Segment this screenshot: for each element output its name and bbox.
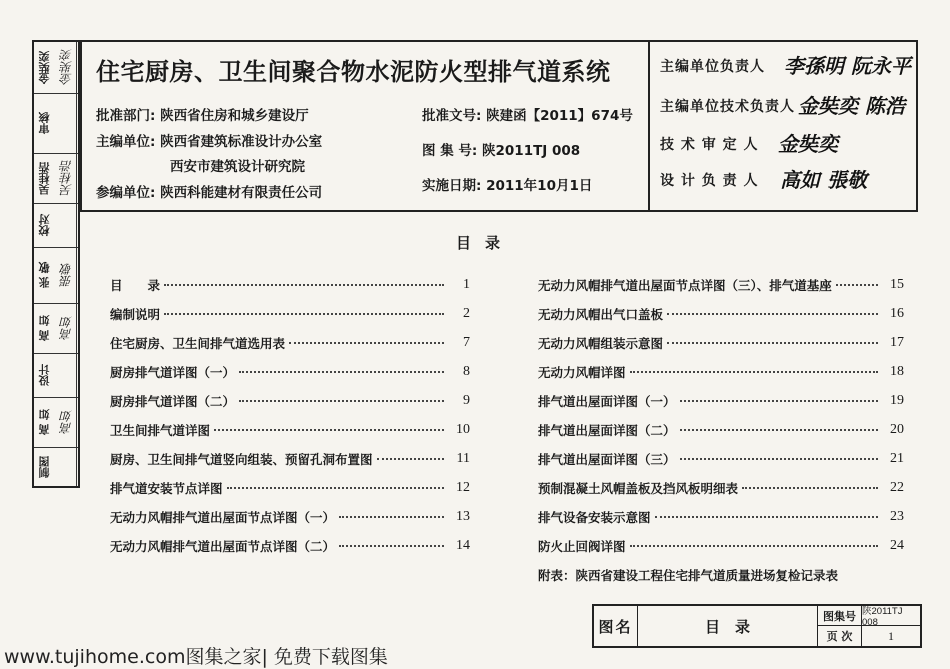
toc-leader: [239, 371, 444, 373]
signoff-signature: [56, 204, 77, 247]
toc-leader: [214, 429, 444, 431]
signoff-label: 审核: [38, 112, 51, 135]
participant-unit: [96, 181, 322, 201]
approval-number-label: 批准文号:: [422, 108, 482, 124]
toc-entry[interactable]: [110, 386, 470, 415]
toc-leader: [164, 313, 444, 315]
toc-entry[interactable]: [110, 502, 470, 531]
toc-entry-page: 23: [890, 508, 904, 524]
toc-entry-page: 12: [456, 479, 470, 495]
toc-entry[interactable]: [538, 502, 904, 531]
toc-entry[interactable]: [538, 328, 904, 357]
toc-entry-page: 16: [890, 305, 904, 321]
signoff-label: 张 敬: [38, 262, 51, 289]
toc-entry[interactable]: [110, 357, 470, 386]
effective-date: [422, 174, 592, 194]
effective-date-value: 2011年10月1日: [486, 178, 593, 194]
toc-entry[interactable]: [538, 531, 904, 560]
signoff-label: 校对: [38, 214, 51, 237]
toc-entry-title: 无动力风帽排气道出屋面节点详图（二）: [110, 538, 336, 554]
signoff-signature: 吴桂浩: [56, 154, 77, 203]
signoff-label: 高 如: [38, 315, 51, 342]
chief-unit-label: 主编单位:: [96, 134, 156, 150]
toc-entry-page: 21: [890, 450, 904, 466]
signoff-label: 金奘奕: [38, 51, 51, 84]
signatories: [648, 42, 916, 210]
participant-label: 参编单位:: [96, 185, 156, 201]
atlas-number: [422, 139, 580, 159]
toc-entry-page: 11: [456, 450, 470, 466]
toc-entry-title: 无动力风帽出气口盖板: [538, 306, 664, 322]
signatory-role: 主编单位技术负责人: [660, 99, 795, 115]
toc-left-column: [110, 270, 470, 560]
toc-entry-page: 18: [890, 363, 904, 379]
toc-leader: [680, 429, 878, 431]
document-title: 住宅厨房、卫生间聚合物水泥防火型排气道系统: [96, 58, 611, 86]
signoff-signature: [56, 94, 77, 153]
toc-entry[interactable]: [110, 444, 470, 473]
toc-entry-title: 预制混凝土风帽盖板及挡风板明细表: [538, 480, 739, 496]
toc-entry-page: 9: [463, 392, 470, 408]
toc-leader: [680, 400, 878, 402]
toc-leader: [630, 545, 878, 547]
toc-entry-page: 10: [456, 421, 470, 437]
toc-leader: [339, 545, 444, 547]
cover-header: [80, 40, 918, 212]
toc-entry-title: 无动力风帽排气道出屋面节点详图（三）、排气道基座: [538, 277, 832, 293]
toc-entry[interactable]: [110, 473, 470, 502]
toc-entry-title: 住宅厨房、卫生间排气道选用表: [110, 335, 286, 351]
signoff-signature: [56, 448, 77, 486]
signoff-cell: [34, 354, 78, 398]
toc-right-column: [538, 270, 904, 589]
header-info: [82, 42, 650, 210]
page-label: 页 次: [818, 626, 862, 646]
toc-entry-title: 排气道出屋面详图（三）: [538, 451, 676, 467]
toc-entry-title: 厨房排气道详图（二）: [110, 393, 236, 409]
toc-entry[interactable]: [538, 357, 904, 386]
toc-entry-page: 20: [890, 421, 904, 437]
toc-entry-title: 厨房、卫生间排气道竖向组装、预留孔洞布置图: [110, 451, 373, 467]
toc-entry-title: 无动力风帽排气道出屋面节点详图（一）: [110, 509, 336, 525]
toc-entry-page: 22: [890, 479, 904, 495]
toc-entry-title: 防火止回阀详图: [538, 538, 626, 554]
toc-leader: [655, 516, 878, 518]
signoff-signature: [56, 354, 77, 397]
signoff-signature: 高如: [56, 398, 77, 447]
toc-entry-title: 编制说明: [110, 306, 161, 322]
toc-entry-page: 14: [456, 537, 470, 553]
toc-entry-title: 排气设备安装示意图: [538, 509, 651, 525]
signoff-label: 制图: [38, 456, 51, 478]
toc-entry-title: 厨房排气道详图（一）: [110, 364, 236, 380]
toc-leader: [227, 487, 444, 489]
toc-title: 目录: [456, 234, 515, 252]
atlas-number-value: 陕2011TJ 008: [482, 143, 581, 159]
toc-entry-title: 卫生间排气道详图: [110, 422, 211, 438]
signatory-role: 技 术 审 定 人: [660, 137, 759, 153]
toc-leader: [742, 487, 878, 489]
atlas-number-label: 图 集 号:: [422, 143, 478, 159]
toc-entry-page: 15: [890, 276, 904, 292]
toc-entry[interactable]: [110, 270, 470, 299]
approval-dept: [96, 104, 309, 124]
signatory-role: 主编单位负责人: [660, 59, 765, 75]
toc-leader: [630, 371, 878, 373]
toc-leader: [339, 516, 444, 518]
chief-unit-2: 西安市建筑设计研究院: [170, 159, 305, 175]
toc-entry[interactable]: [538, 473, 904, 502]
signoff-cell: [34, 248, 78, 304]
figure-name: 目 录: [638, 606, 818, 646]
toc-entry[interactable]: [110, 299, 470, 328]
signatory-signature: 金奘奕: [778, 132, 838, 156]
watermark-text: www.tujihome.com图集之家| 免费下载图集: [4, 646, 388, 668]
signoff-label: 高 如: [38, 409, 51, 436]
chief-unit-value: 陕西省建筑标准设计办公室: [160, 134, 323, 150]
effective-date-label: 实施日期:: [422, 178, 482, 194]
atlas-no-label: 图集号: [818, 606, 862, 626]
toc-entry-page: 8: [463, 363, 470, 379]
toc-entry-page: 2: [463, 305, 470, 321]
toc-entry-page: 17: [890, 334, 904, 350]
signoff-cell: [34, 398, 78, 448]
signatory-signature: 金奘奕 陈浩: [798, 94, 905, 118]
toc-leader: [836, 284, 878, 286]
toc-leader: [667, 313, 878, 315]
approval-dept-label: 批准部门:: [96, 108, 156, 124]
toc-entry[interactable]: [538, 415, 904, 444]
page-number: 1: [888, 628, 894, 643]
toc-entry-title: 目 录: [110, 277, 161, 293]
signoff-cell: [34, 204, 78, 248]
toc-leader: [239, 400, 444, 402]
signoff-cell: [34, 42, 78, 94]
approval-dept-value: 陕西省住房和城乡建设厅: [160, 108, 309, 124]
signoff-signature: 張敬: [56, 248, 77, 303]
toc-entry[interactable]: [538, 270, 904, 299]
signoff-signature: 高如: [56, 304, 77, 353]
signoff-label: 吴桂浩: [38, 162, 51, 195]
toc-entry-page: 19: [890, 392, 904, 408]
toc-leader: [377, 458, 444, 460]
participant-value: 陕西科能建材有限责任公司: [160, 185, 323, 201]
toc-entry-title: 无动力风帽详图: [538, 364, 626, 380]
signoff-cell: [34, 94, 78, 154]
toc-entry[interactable]: [110, 531, 470, 560]
toc-entry[interactable]: [110, 328, 470, 357]
toc-entry-page: 7: [463, 334, 470, 350]
signoff-cell: [34, 448, 78, 486]
toc-entry-title: 排气道出屋面详图（一）: [538, 393, 676, 409]
toc-entry-page: 1: [463, 276, 470, 292]
toc-leader: [667, 342, 878, 344]
approval-number: [422, 104, 633, 124]
signatory-role: 设 计 负 责 人: [660, 173, 759, 189]
toc-appendix[interactable]: [538, 560, 904, 589]
signoff-cell: [34, 154, 78, 204]
chief-unit: [96, 130, 322, 150]
toc-entry[interactable]: [538, 386, 904, 415]
toc-leader: [164, 284, 444, 286]
toc-leader: [680, 458, 878, 460]
title-block: [592, 604, 922, 648]
signoff-signature: 金奘奕: [56, 42, 77, 93]
toc-entry-title: 排气道出屋面详图（二）: [538, 422, 676, 438]
toc-leader: [289, 342, 444, 344]
approval-number-value: 陕建函【2011】674号: [486, 108, 633, 124]
toc-entry[interactable]: [110, 415, 470, 444]
toc-appendix-title: 附表：陕西省建设工程住宅排气道质量进场复检记录表: [538, 567, 839, 583]
figure-name-label: 图名: [594, 606, 638, 646]
signoff-label: 设计: [38, 364, 51, 387]
signoff-cell: [34, 304, 78, 354]
toc-entry[interactable]: [538, 444, 904, 473]
toc-entry[interactable]: [538, 299, 904, 328]
toc-entry-page: 24: [890, 537, 904, 553]
toc-entry-page: 13: [456, 508, 470, 524]
toc-entry-title: 无动力风帽组装示意图: [538, 335, 664, 351]
signatory-signature: 高如 張敬: [780, 168, 867, 192]
signatory-signature: 李孫明 阮永平: [784, 54, 911, 78]
toc-entry-title: 排气道安装节点详图: [110, 480, 223, 496]
signoff-strip: [32, 40, 80, 488]
atlas-no: 陕2011TJ 008: [862, 606, 920, 626]
